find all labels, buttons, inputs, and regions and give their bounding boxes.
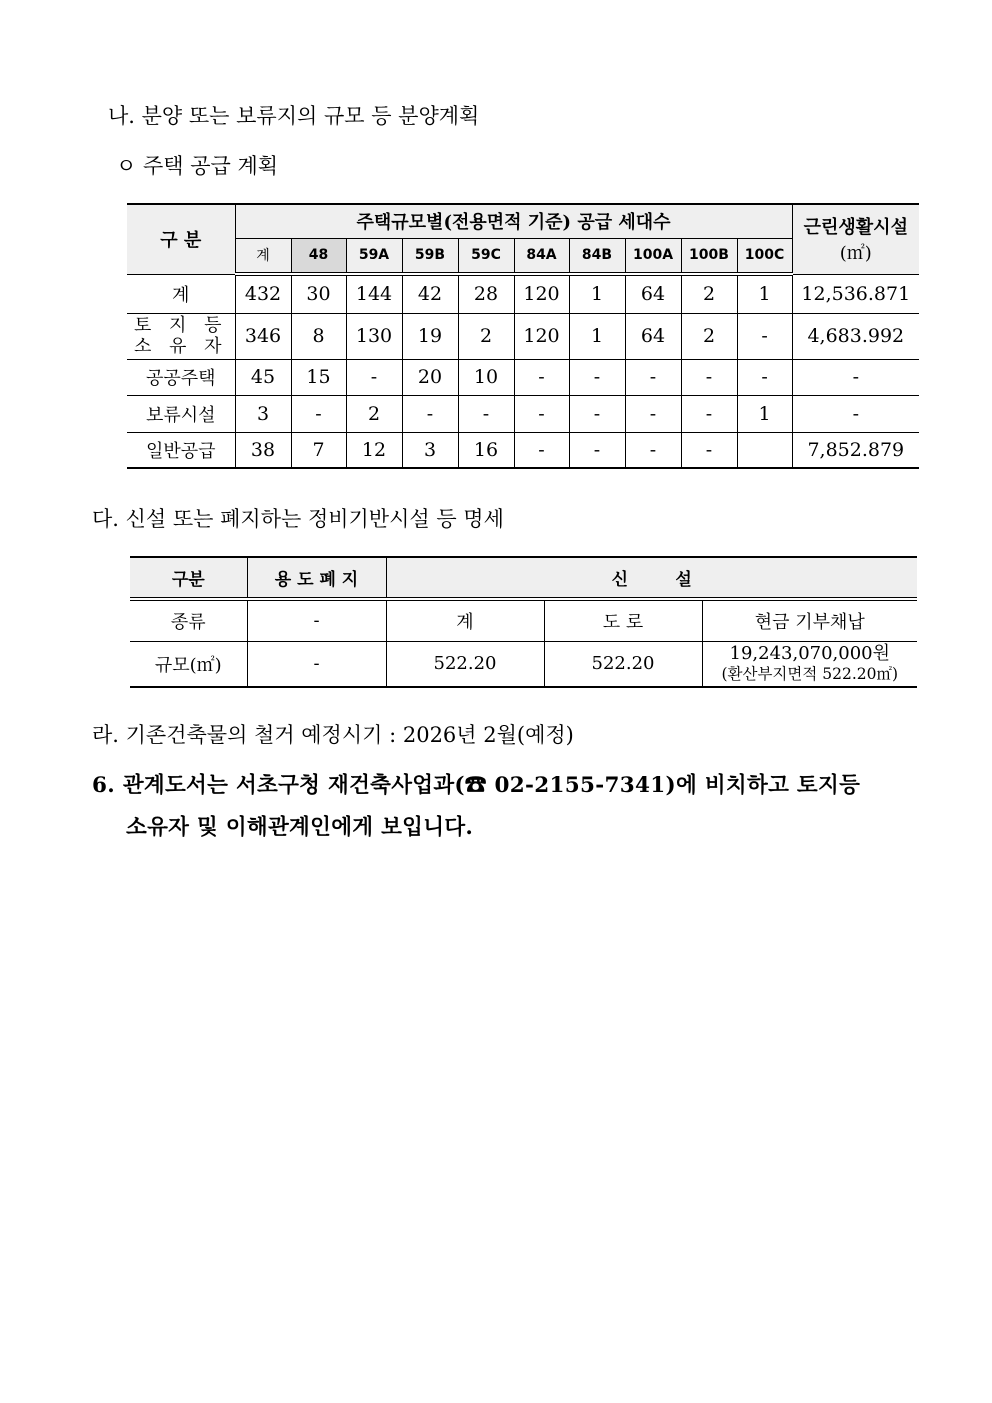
cell: 7,852.879 bbox=[792, 432, 919, 468]
facility-header bbox=[792, 204, 919, 274]
abolish-header: 용 도 폐 지 bbox=[247, 557, 386, 599]
cell: 15 bbox=[291, 359, 346, 395]
cell: 38 bbox=[235, 432, 291, 468]
cell: 120 bbox=[514, 274, 569, 313]
cell: 도 로 bbox=[544, 599, 702, 641]
section-na-heading: 나. 분양 또는 보류지의 규모 등 분양계획 bbox=[108, 104, 480, 128]
cell: - bbox=[514, 359, 569, 395]
section-ra-heading: 라. 기존건축물의 철거 예정시기 : 2026년 2월(예정) bbox=[92, 723, 574, 747]
cell: 2 bbox=[458, 313, 514, 359]
cell: 20 bbox=[402, 359, 458, 395]
table-row bbox=[127, 395, 919, 432]
size-header: 48 bbox=[291, 238, 346, 274]
category-header: 구분 bbox=[130, 557, 247, 599]
size-header: 계 bbox=[235, 238, 291, 274]
item6-line2: 소유자 및 이해관계인에게 보입니다. bbox=[126, 815, 474, 840]
table-row bbox=[127, 313, 919, 359]
row-label: 종류 bbox=[130, 599, 247, 641]
row-label: 규모(㎡) bbox=[130, 641, 247, 687]
cell: 19 bbox=[402, 313, 458, 359]
supply-group-header: 주택규모별(전용면적 기준) 공급 세대수 bbox=[235, 204, 792, 238]
cell: 현금 기부채납 bbox=[702, 599, 917, 641]
cell: 522.20 bbox=[386, 641, 544, 687]
cell: 30 bbox=[291, 274, 346, 313]
new-header: 신 설 bbox=[386, 557, 917, 599]
size-header: 100C bbox=[737, 238, 792, 274]
cell: - bbox=[737, 359, 792, 395]
cell: - bbox=[792, 395, 919, 432]
facility-header-unit: (㎡) bbox=[839, 243, 872, 265]
cell: - bbox=[625, 432, 681, 468]
size-header: 59A bbox=[346, 238, 402, 274]
size-header: 84A bbox=[514, 238, 569, 274]
cash-amount: 19,243,070,000원 bbox=[729, 642, 891, 664]
cell: 432 bbox=[235, 274, 291, 313]
cell: - bbox=[681, 432, 737, 468]
cell: 346 bbox=[235, 313, 291, 359]
cell: - bbox=[247, 641, 386, 687]
size-header: 100A bbox=[625, 238, 681, 274]
cell: 64 bbox=[625, 274, 681, 313]
row-label-line: 소 유 자 bbox=[133, 336, 228, 357]
table-row bbox=[130, 641, 917, 687]
item6-line1: 6. 관계도서는 서초구청 재건축사업과(☎ 02-2155-7341)에 비치하고 토지등 bbox=[92, 773, 861, 798]
table-row bbox=[127, 432, 919, 468]
section-da-heading: 다. 신설 또는 폐지하는 정비기반시설 등 명세 bbox=[92, 507, 504, 531]
cell: 120 bbox=[514, 313, 569, 359]
cell: 16 bbox=[458, 432, 514, 468]
cell: 144 bbox=[346, 274, 402, 313]
facility-header-title: 근린생활시설 bbox=[803, 217, 908, 239]
cell: 2 bbox=[681, 313, 737, 359]
cell: - bbox=[514, 395, 569, 432]
cell: 3 bbox=[235, 395, 291, 432]
cell: - bbox=[402, 395, 458, 432]
housing-supply-table bbox=[127, 203, 919, 469]
cell: 10 bbox=[458, 359, 514, 395]
row-label-line: 토 지 등 bbox=[133, 315, 228, 336]
table-row bbox=[127, 274, 919, 313]
cell: 28 bbox=[458, 274, 514, 313]
row-label: 보류시설 bbox=[127, 395, 235, 432]
cell: 522.20 bbox=[544, 641, 702, 687]
cell: - bbox=[569, 432, 625, 468]
row-label: 공공주택 bbox=[127, 359, 235, 395]
housing-supply-plan-bullet: ㅇ 주택 공급 계획 bbox=[116, 154, 279, 178]
cell: 130 bbox=[346, 313, 402, 359]
cell: 12 bbox=[346, 432, 402, 468]
cell: - bbox=[569, 359, 625, 395]
row-label: 일반공급 bbox=[127, 432, 235, 468]
cell: - bbox=[346, 359, 402, 395]
cell: 3 bbox=[402, 432, 458, 468]
cell: - bbox=[681, 395, 737, 432]
size-header: 59B bbox=[402, 238, 458, 274]
cell: 8 bbox=[291, 313, 346, 359]
cell: - bbox=[792, 359, 919, 395]
size-header: 59C bbox=[458, 238, 514, 274]
cell: - bbox=[625, 359, 681, 395]
cell: 12,536.871 bbox=[792, 274, 919, 313]
cell: - bbox=[737, 313, 792, 359]
row-label bbox=[127, 313, 235, 359]
cell: - bbox=[681, 359, 737, 395]
table-row bbox=[130, 599, 917, 641]
cell: 64 bbox=[625, 313, 681, 359]
cell bbox=[737, 432, 792, 468]
cell: - bbox=[458, 395, 514, 432]
cell: 2 bbox=[681, 274, 737, 313]
cell: 1 bbox=[737, 395, 792, 432]
row-label: 계 bbox=[127, 274, 235, 313]
size-header: 84B bbox=[569, 238, 625, 274]
cell: - bbox=[247, 599, 386, 641]
category-header: 구 분 bbox=[127, 204, 235, 274]
cell: 1 bbox=[569, 274, 625, 313]
cell: 1 bbox=[737, 274, 792, 313]
cell: 45 bbox=[235, 359, 291, 395]
cell: - bbox=[514, 432, 569, 468]
cell: 4,683.992 bbox=[792, 313, 919, 359]
cell: - bbox=[625, 395, 681, 432]
cell: - bbox=[291, 395, 346, 432]
cell: 42 bbox=[402, 274, 458, 313]
infrastructure-table bbox=[130, 556, 917, 688]
cash-contribution-cell bbox=[702, 641, 917, 687]
cell: 7 bbox=[291, 432, 346, 468]
cell: 1 bbox=[569, 313, 625, 359]
converted-area-note: (환산부지면적 522.20㎡) bbox=[721, 664, 899, 683]
cell: - bbox=[569, 395, 625, 432]
size-header: 100B bbox=[681, 238, 737, 274]
cell: 계 bbox=[386, 599, 544, 641]
cell: 2 bbox=[346, 395, 402, 432]
table-row bbox=[127, 359, 919, 395]
